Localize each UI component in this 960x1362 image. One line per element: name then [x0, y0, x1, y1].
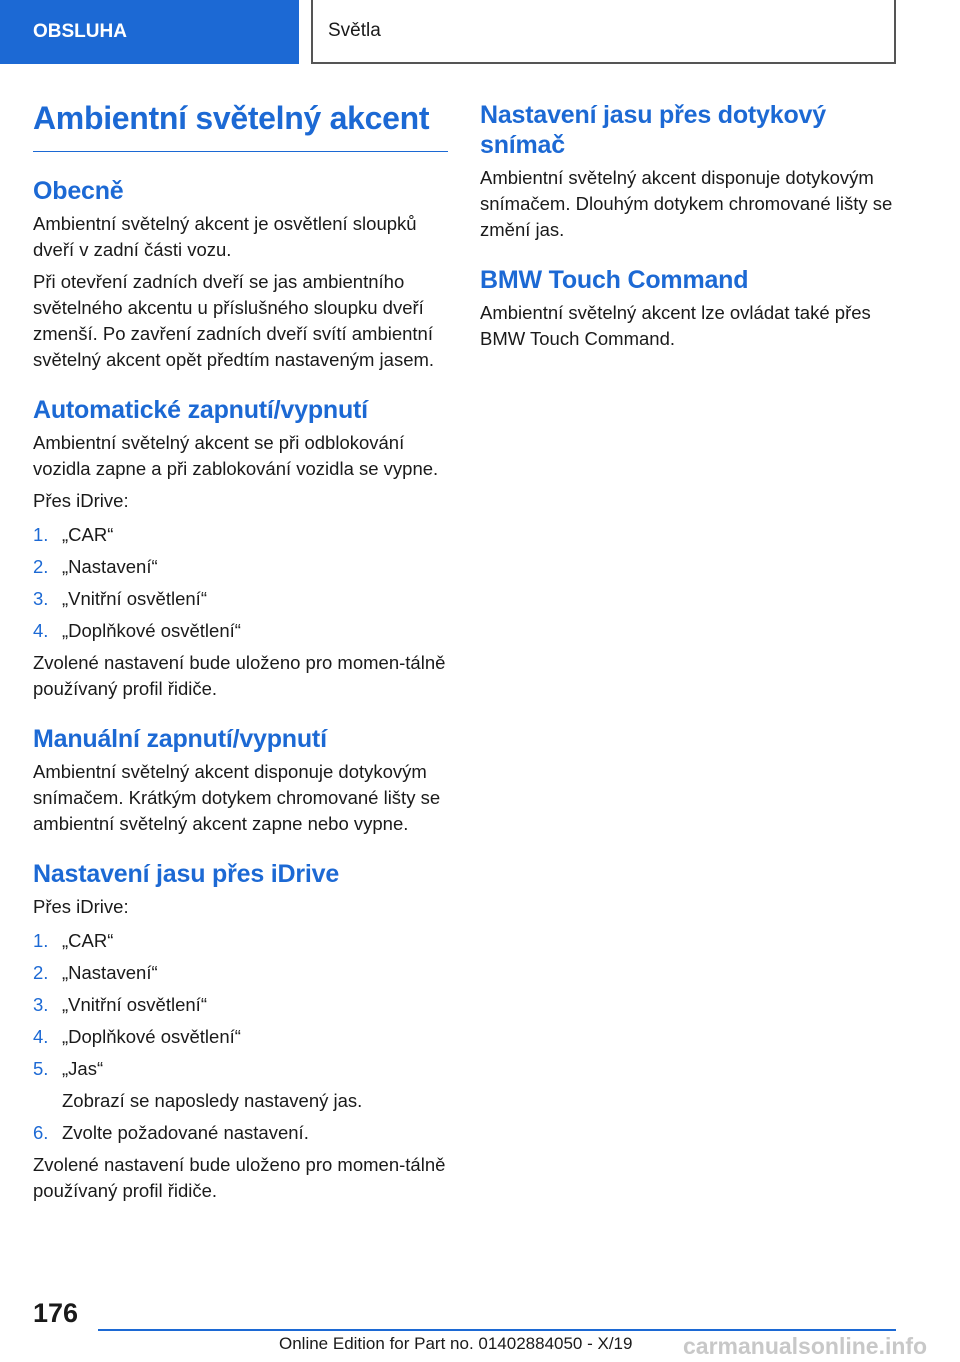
list-item — [33, 618, 448, 644]
left-column — [33, 100, 448, 1210]
edition-text: Online Edition for Part no. 01402884050 - X/19 — [279, 1334, 633, 1353]
paragraph: Přes iDrive: — [33, 490, 129, 511]
step-number: 5. — [33, 1058, 49, 1079]
step-text: „Nastavení“ — [62, 962, 158, 983]
heading-brightness-idrive: Nastavení jasu přes iDrive — [33, 860, 340, 888]
step-number: 6. — [33, 1122, 49, 1143]
list-item — [33, 522, 448, 548]
heading-auto-on-off: Automatické zapnutí/vypnutí — [33, 396, 368, 424]
paragraph: Zvolené nastavení bude uloženo pro momen-tálně používaný profil řidiče. — [33, 652, 446, 699]
paragraph: Ambientní světelný akcent disponuje dotykovým snímačem. Dlouhým dotykem chromované lišty se změní jas. — [480, 167, 893, 240]
step-text: „Vnitřní osvětlení“ — [62, 588, 207, 609]
step-number: 1. — [33, 930, 49, 951]
heading-touch-command: BMW Touch Command — [480, 266, 749, 294]
step-text: „Doplňkové osvětlení“ — [62, 1026, 241, 1047]
paragraph: Ambientní světelný akcent je osvětlení sloupků dveří v zadní části vozu. — [33, 213, 417, 260]
section-label: OBSLUHA — [33, 21, 127, 42]
step-number: 1. — [33, 524, 49, 545]
right-column — [480, 100, 900, 358]
section-tab — [0, 0, 299, 64]
watermark: carmanualsonline.info — [683, 1333, 928, 1359]
list-item — [33, 586, 448, 612]
step-number: 2. — [33, 962, 49, 983]
step-text: „Jas“ — [62, 1058, 104, 1079]
list-item — [33, 1056, 448, 1082]
footer-divider — [98, 1329, 896, 1331]
step-number: 4. — [33, 620, 49, 641]
step-text: „Vnitřní osvětlení“ — [62, 994, 207, 1015]
paragraph: Zvolené nastavení bude uloženo pro momen-tálně používaný profil řidiče. — [33, 1154, 446, 1201]
page-number: 176 — [33, 1298, 79, 1328]
list-item — [33, 960, 448, 986]
step-text: „CAR“ — [62, 524, 114, 545]
step-number: 4. — [33, 1026, 49, 1047]
list-item — [33, 554, 448, 580]
heading-brightness-touch: Nastavení jasu přes dotykový snímač — [480, 101, 826, 159]
step-text: „Doplňkové osvětlení“ — [62, 620, 241, 641]
step-number: 3. — [33, 994, 49, 1015]
paragraph: Ambientní světelný akcent disponuje dotykovým snímačem. Krátkým dotykem chromované lišty se ambientní světelný akcent zapne nebo vypne. — [33, 761, 441, 834]
step-number: 2. — [33, 556, 49, 577]
chapter-label: Světla — [328, 20, 381, 41]
heading-general: Obecně — [33, 177, 124, 205]
step-text: „Nastavení“ — [62, 556, 158, 577]
steps-list-brightness — [33, 928, 448, 1146]
list-item — [33, 1024, 448, 1050]
step-text: Zvolte požadované nastavení. — [62, 1122, 309, 1143]
step-number: 3. — [33, 588, 49, 609]
paragraph: Ambientní světelný akcent se při odblokování vozidla zapne a při zablokování vozidla se vypne. — [33, 432, 439, 479]
steps-list-auto — [33, 522, 448, 644]
list-item — [33, 1120, 448, 1146]
heading-manual-on-off: Manuální zapnutí/vypnutí — [33, 725, 327, 753]
list-item — [33, 992, 448, 1018]
paragraph: Při otevření zadních dveří se jas ambientního světelného akcentu u příslušného sloupku dveří zmenší. Po zavření zadních dveří svítí ambientní světelný akcent opět předtím nastaveným jasem. — [33, 271, 435, 370]
page-title: Ambientní světelný akcent — [33, 100, 448, 152]
list-item — [33, 928, 448, 954]
step-text: „CAR“ — [62, 930, 114, 951]
chapter-header — [311, 0, 896, 64]
paragraph: Ambientní světelný akcent lze ovládat také přes BMW Touch Command. — [480, 302, 871, 349]
step-note: Zobrazí se naposledy nastavený jas. — [62, 1090, 363, 1111]
paragraph: Přes iDrive: — [33, 896, 129, 917]
